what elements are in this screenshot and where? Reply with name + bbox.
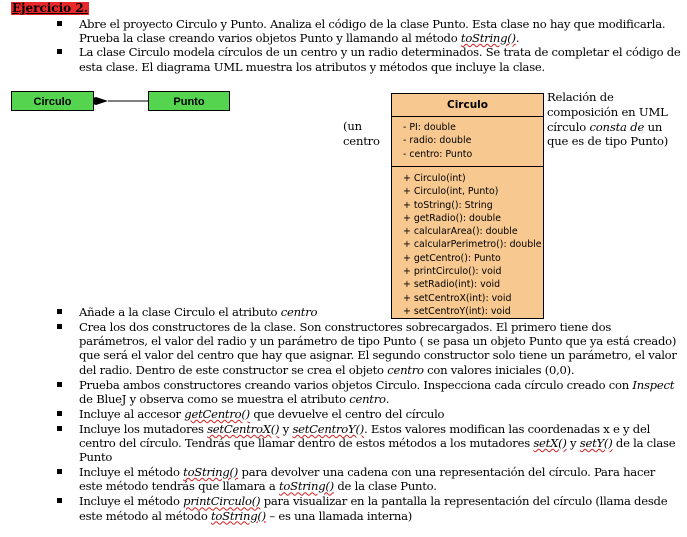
- uml-class-name: Circulo: [392, 94, 543, 117]
- uml-attribute: - radio: double: [403, 135, 472, 147]
- list-item: Incluye el método toString() para devolver una cadena con una representación del círculo. Para hacer este método tendrás que llamara a toString() de la clase Punto.: [0, 465, 687, 493]
- bullet-icon: [57, 426, 62, 431]
- bullet-icon: [57, 309, 62, 314]
- uml-method: + Circulo(int): [403, 173, 466, 184]
- list-item: Abre el proyecto Circulo y Punto. Analiza el código de la clase Punto. Esta clase no hay que modificarla. Prueba la clase creando varios objetos Punto y llamando al método toString().: [0, 17, 687, 45]
- uml-methods: [392, 167, 543, 318]
- list-item: Crea los dos constructores de la clase. Son constructores sobrecargados. El primero tiene dos parámetros, el valor del radio y un parámetro de tipo Punto ( se pasa un objeto Punto que ya está creado) que será el valor del centro que hay que asignar. El segundo constructor solo tiene un parámetro, el valor del radio. Dentro de este constructor se crea el objeto centro con valores iniciales (0,0).: [0, 320, 687, 377]
- task-list: [0, 305, 687, 524]
- list-item: La clase Circulo modela círculos de un centro y un radio determinados. Se trata de completar el código de esta clase. El diagrama UML muestra los atributos y métodos que incluye la clase.: [0, 45, 687, 73]
- uml-method: + Circulo(int, Punto): [403, 186, 499, 198]
- bullet-icon: [57, 469, 62, 474]
- uml-method: + getRadio(): double: [403, 212, 501, 224]
- list-item: Incluye el método printCirculo() para visualizar en la pantalla la representación del círculo (llama desde este método al método toString() – es una llamada interna): [0, 494, 687, 522]
- uml-method: + calcularArea(): double: [403, 226, 518, 238]
- list-item: Incluye los mutadores setCentroX() y setCentroY(). Estos valores modifican las coordenadas x e y del centro del círculo. Tendrás que llamar dentro de estos métodos a los mutadores setX() y setY() de la clase Punto: [0, 422, 687, 465]
- list-item: Prueba ambos constructores creando varios objetos Circulo. Inspecciona cada círculo creado con Inspect de BlueJ y observa como se muestra el atributo centro.: [0, 378, 687, 406]
- bullet-icon: [57, 382, 62, 387]
- uml-circulo-box: Circulo: [11, 91, 94, 111]
- list-item: Añade a la clase Circulo el atributo centro: [0, 305, 687, 319]
- uml-class-circulo: [391, 93, 544, 319]
- bullet-icon: [57, 411, 62, 416]
- uml-attribute: - PI: double: [403, 122, 456, 133]
- uml-method: + calcularPerimetro(): double: [403, 239, 542, 251]
- uml-punto-box: Punto: [148, 91, 230, 111]
- uml-attribute: - centro: Punto: [403, 148, 473, 160]
- exercise-title: Ejercicio 2.: [12, 1, 88, 15]
- uml-method: + toString(): String: [403, 199, 493, 211]
- uml-attributes: [392, 117, 543, 167]
- uml-method: + printCirculo(): void: [403, 266, 502, 278]
- uml-method: + setCentroY(int): void: [403, 305, 511, 317]
- uml-method: + setCentroX(int): void: [403, 292, 512, 304]
- uml-method: + getCentro(): Punto: [403, 252, 501, 264]
- bullet-icon: [57, 498, 62, 503]
- uml-method: + setRadio(int): void: [403, 279, 501, 291]
- side-note-right: Relación de composición en UML círculo consta de un que es de tipo Punto): [547, 90, 669, 149]
- side-note-left: (un centro: [343, 119, 380, 148]
- list-item: Incluye al accesor getCentro() que devuelve el centro del círculo: [0, 407, 687, 421]
- bullet-icon: [57, 324, 62, 329]
